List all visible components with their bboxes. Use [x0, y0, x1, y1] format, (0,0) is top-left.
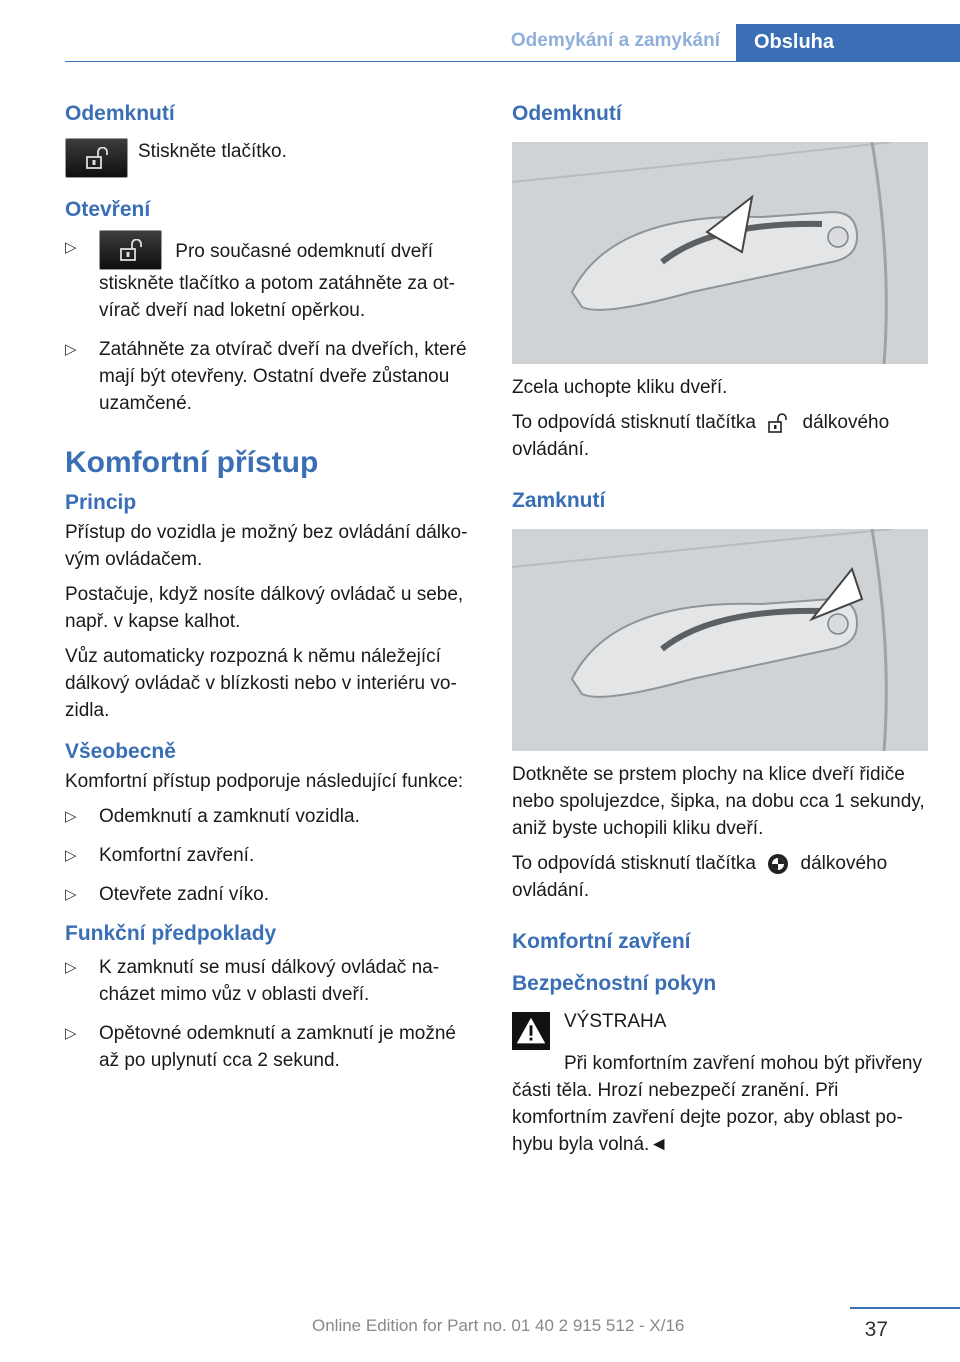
list-item-text: Opětovné odemknutí a zamknutí je možné až po uplynutí cca 2 sekund. — [99, 1023, 456, 1071]
unlock-button-image — [65, 138, 128, 178]
heading-safety-note: Bezpečnostní pokyn — [512, 972, 717, 995]
requirements-list — [65, 954, 480, 1074]
heading-comfort-close: Komfortní zavření — [512, 930, 691, 953]
bmw-logo-icon — [767, 853, 789, 875]
list-item-text: K zamknutí se musí dálkový ovládač nacházet mimo vůz v oblasti dveří. — [99, 957, 440, 1005]
lock-p1: Dotkněte se prstem plochy na klice dveří řidiče nebo spolujezdce, šipka, na dobu cca 1 sekundy, aniž byste uchopili kliku dveří. — [512, 764, 925, 839]
bullet-triangle-icon: ▷ — [65, 847, 77, 864]
lock-p2 — [512, 850, 927, 904]
unlock-small-icon — [767, 413, 791, 433]
unlock-right-p2-b: dálkového ovládání. — [512, 412, 890, 460]
lock-p2-b: dálkového ovládání. — [512, 853, 888, 901]
warning-triangle-icon — [512, 1012, 550, 1050]
heading-principle: Princip — [65, 491, 137, 514]
warning-block — [512, 1008, 927, 1050]
header-section-title: Odemykání a zamykání — [510, 30, 720, 51]
right-column — [512, 100, 927, 1166]
unlock-right-p2-a: To odpovídá stisknutí tlačítka — [512, 412, 756, 433]
bullet-triangle-icon: ▷ — [65, 886, 77, 903]
list-item — [65, 1020, 480, 1074]
open-list — [65, 234, 480, 417]
heading-general: Všeobecně — [65, 740, 176, 763]
heading-lock: Zamknutí — [512, 489, 606, 512]
unlock-right-p2 — [512, 409, 927, 463]
unlock-icon — [86, 147, 110, 169]
principle-paragraph-3: Vůz automaticky rozpozná k němu náležející dálkový ovládač v blízkosti nebo v interiéru vozidla. — [65, 646, 457, 721]
warning-title: VÝSTRAHA — [564, 1011, 667, 1032]
list-item — [65, 954, 480, 1008]
footer-divider — [850, 1307, 960, 1309]
header-divider — [65, 61, 960, 62]
lock-p2-a: To odpovídá stisknutí tlačítka — [512, 853, 756, 874]
left-column — [65, 100, 480, 1086]
unlock-right-p1: Zcela uchopte kliku dveří. — [512, 377, 728, 398]
list-item-text: Otevřete zadní víko. — [99, 884, 270, 905]
door-handle-lock-illustration — [512, 529, 928, 751]
list-item — [65, 842, 480, 869]
bullet-triangle-icon: ▷ — [65, 239, 77, 256]
heading-unlock-right: Odemknutí — [512, 102, 622, 125]
heading-comfort-access: Komfortní přístup — [65, 446, 319, 479]
footer-edition: Online Edition for Part no. 01 40 2 915 512 - X/16 — [312, 1316, 685, 1335]
bullet-triangle-icon: ▷ — [65, 1025, 77, 1042]
heading-open: Otevření — [65, 198, 151, 221]
warning-text: Při komfortním zavření mohou být přivřeny části těla. Hrozí nebezpečí zranění. Při komfortním zavření dejte pozor, aby oblast pohybu byla volná.◄ — [512, 1053, 922, 1155]
list-item-text: Zatáhněte za otvírač dveří na dveřích, které mají být otevřeny. Ostatní dveře zůstanou uzamčené. — [99, 339, 467, 414]
bullet-triangle-icon: ▷ — [65, 959, 77, 976]
door-handle-unlock-illustration — [512, 142, 928, 364]
list-item — [65, 336, 480, 417]
principle-paragraph-1: Přístup do vozidla je možný bez ovládání dálkovým ovládačem. — [65, 522, 468, 570]
heading-unlock: Odemknutí — [65, 102, 175, 125]
heading-requirements: Funkční předpoklady — [65, 922, 277, 945]
bullet-triangle-icon: ▷ — [65, 341, 77, 358]
general-list — [65, 803, 480, 908]
principle-paragraph-2: Postačuje, když nosíte dálkový ovládač u sebe, např. v kapse kalhot. — [65, 584, 464, 632]
list-item-text: Pro současné odemknutí dveří stiskněte tlačítko a potom zatáhněte za otvírač dveří nad loketní opěrkou. — [99, 241, 455, 321]
general-lead: Komfortní přístup podporuje následující funkce: — [65, 771, 464, 792]
unlock-button-image — [99, 230, 162, 270]
page-number: 37 — [864, 1318, 888, 1341]
unlock-row — [65, 138, 480, 178]
header-chapter-tab[interactable]: Obsluha — [736, 24, 960, 62]
list-item-text: Odemknutí a zamknutí vozidla. — [99, 806, 360, 827]
list-item — [65, 803, 480, 830]
unlock-icon — [120, 239, 144, 261]
list-item-text: Komfortní zavření. — [99, 845, 255, 866]
unlock-text: Stiskněte tlačítko. — [138, 141, 287, 162]
bullet-triangle-icon: ▷ — [65, 808, 77, 825]
list-item — [65, 881, 480, 908]
list-item — [65, 234, 480, 324]
